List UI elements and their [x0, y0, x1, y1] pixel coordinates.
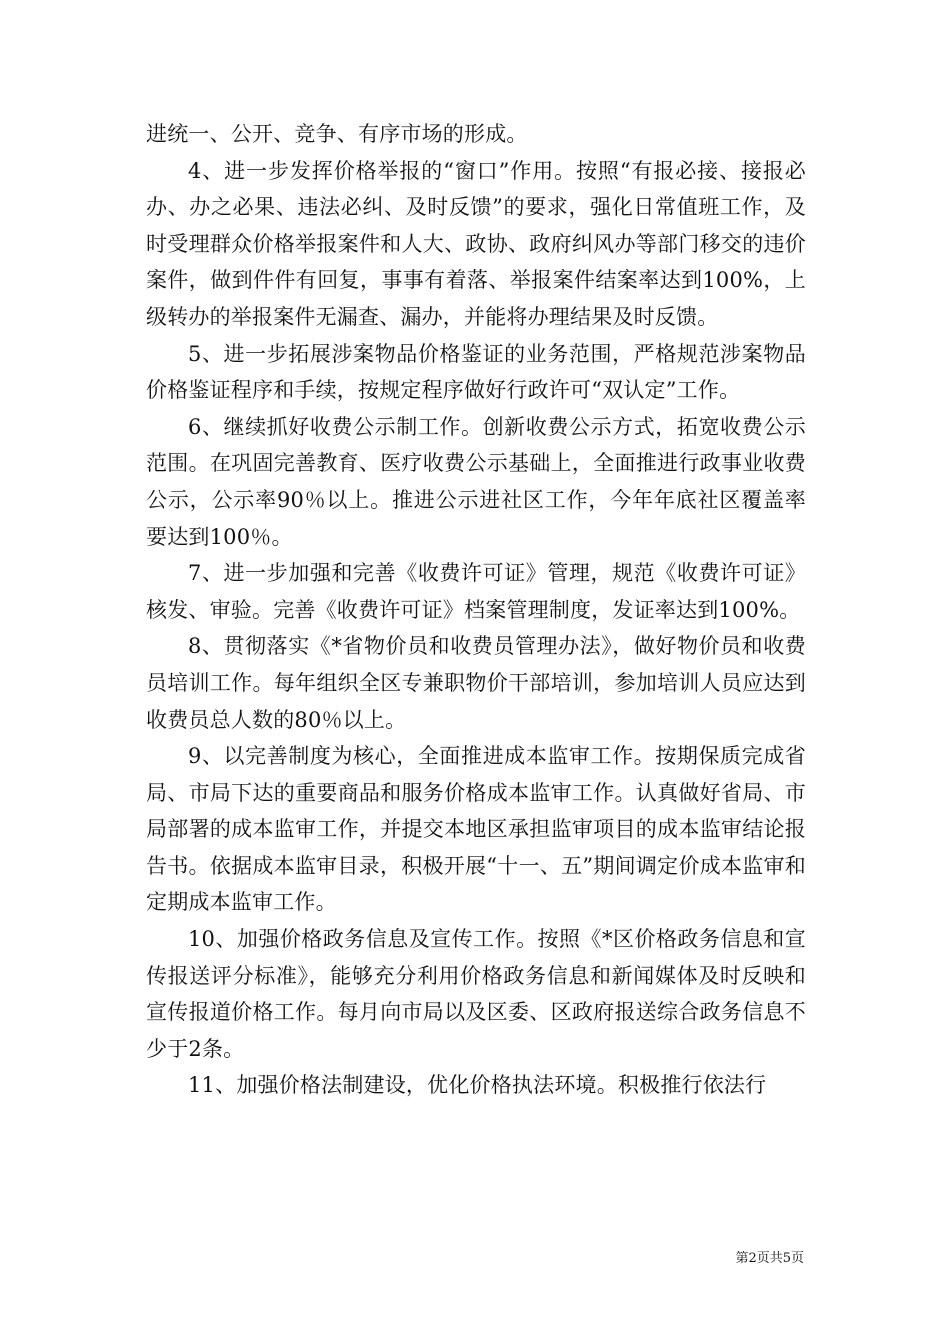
paragraph-item-10: 10、加强价格政务信息及宣传工作。按照《*区价格政务信息和宣传报送评分标准》，能够充分利用价格政务信息和新闻媒体及时反映和宣传报道价格工作。每月向市局以及区委、区政府报送综合政务信息不少于2条。 [146, 927, 806, 1061]
paragraph-item-11: 11、加强价格法制建设，优化价格执法环境。积极推行依法行 [188, 1073, 767, 1098]
document-body [146, 116, 806, 1104]
paragraph-item-8: 8、贯彻落实《*省物价员和收费员管理办法》，做好物价员和收费员培训工作。每年组织全区专兼职物价干部培训，参加培训人员应达到收费员总人数的80％以上。 [146, 634, 806, 732]
paragraph-item-7: 7、进一步加强和完善《收费许可证》管理，规范《收费许可证》核发、审验。完善《收费许可证》档案管理制度，发证率达到100%。 [146, 561, 806, 622]
page-number-footer: 第2页共5页 [735, 1251, 804, 1266]
paragraph-item-9: 9、以完善制度为核心，全面推进成本监审工作。按期保质完成省局、市局下达的重要商品和服务价格成本监审工作。认真做好省局、市局部署的成本监审工作，并提交本地区承担监审项目的成本监审结论报告书。依据成本监审目录，积极开展“十一、五”期间调定价成本监审和定期成本监审工作。 [146, 744, 806, 915]
paragraph-continuation: 进统一、公开、竞争、有序市场的形成。 [146, 122, 528, 146]
paragraph-item-4: 4、进一步发挥价格举报的“窗口”作用。按照“有报必接、接报必办、办之必果、违法必纠、及时反馈”的要求，强化日常值班工作，及时受理群众价格举报案件和人大、政协、政府纠风办等部门移交的违价案件，做到件件有回复，事事有着落、举报案件结案率达到100%，上级转办的举报案件无漏查、漏办，并能将办理结果及时反馈。 [146, 158, 806, 329]
paragraph-item-6: 6、继续抓好收费公示制工作。创新收费公示方式，拓宽收费公示范围。在巩固完善教育、医疗收费公示基础上，全面推进行政事业收费公示，公示率90％以上。推进公示进社区工作，今年年底社区覆盖率要达到100％。 [146, 414, 806, 549]
paragraph-item-5: 5、进一步拓展涉案物品价格鉴证的业务范围，严格规范涉案物品价格鉴证程序和手续，按规定程序做好行政许可“双认定”工作。 [146, 341, 806, 403]
